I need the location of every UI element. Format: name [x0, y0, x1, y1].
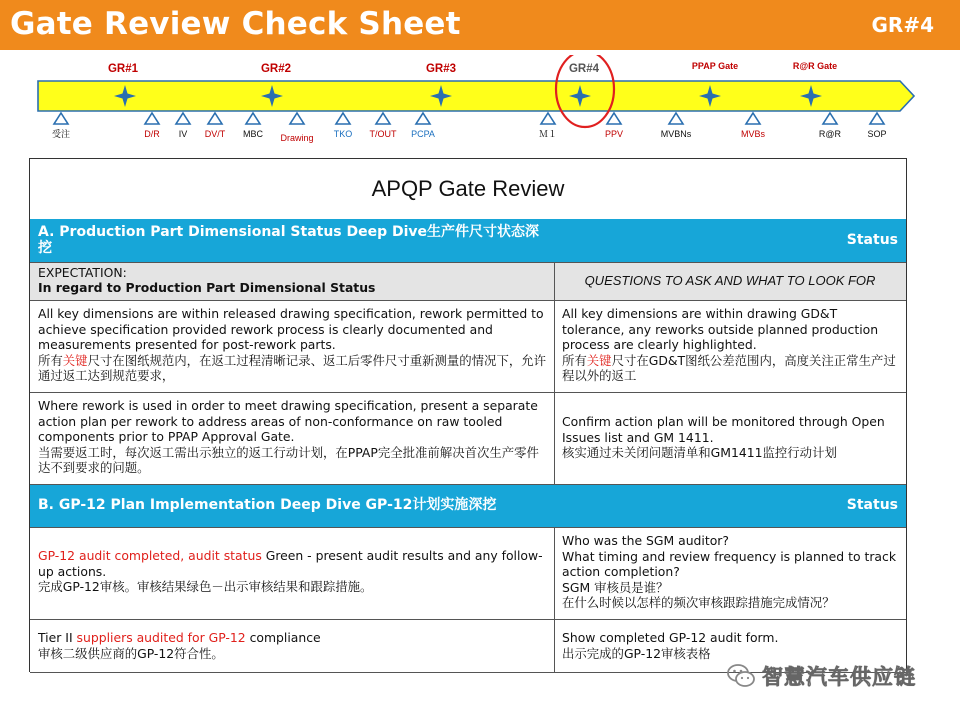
table-row [30, 392, 906, 484]
row-b2-questions-en: Show completed GP-12 audit form. [562, 630, 779, 645]
row-b1-question-2: What timing and review frequency is planned to track action completion? [562, 548, 896, 580]
row-b1-question-1-cn: SGM 审核员是谁？ [562, 579, 669, 595]
row-a2-questions-cn: 核实通过未关闭问题清单和GM1411监控行动计划 [562, 445, 837, 461]
section-b-status-label: Status [846, 496, 898, 513]
gate-code: GR#4 [871, 13, 934, 37]
slide-title: Gate Review Check Sheet [10, 6, 461, 42]
column-divider [554, 527, 555, 673]
table-title: APQP Gate Review [371, 176, 565, 201]
milestone-triangle-icon [336, 113, 350, 124]
section-a-header [30, 219, 906, 262]
questions-header: QUESTIONS TO ASK AND WHAT TO LOOK FOR [554, 262, 906, 300]
expectation-cell [30, 262, 554, 300]
row-a2-expectation [30, 392, 554, 484]
row-a2-questions-en: Confirm action plan will be monitored through Open Issues list and GM 1411. [562, 414, 885, 445]
watermark [726, 661, 916, 691]
row-a1-expectation-en: All key dimensions are within released drawing specification, rework permitted to achieve specification provided rework process is clearly documented and measurements presented for post-rework parts. [38, 306, 544, 353]
gate-label: GR#4 [568, 63, 600, 75]
section-b-header [30, 484, 906, 527]
row-b1-expectation-en: Green - present audit results and any follow-up actions. [38, 548, 543, 579]
gate-label: GR#2 [260, 63, 292, 75]
milestone-label: MVBs [740, 129, 766, 139]
row-b2-questions-cn: 出示完成的GP-12审核表格 [562, 645, 711, 661]
row-b1-question-2-cn: 在什么时候以怎样的频次审核跟踪措施完成情况？ [562, 595, 835, 611]
section-a-heading: A. Production Part Dimensional Status Deep Dive生产件尺寸状态深挖 [38, 223, 540, 256]
divider [30, 262, 906, 263]
row-b2-expectation-key: suppliers audited for GP-12 [76, 630, 246, 645]
section-a-status-label: Status [846, 231, 898, 248]
milestone-label: SOP [867, 129, 887, 139]
column-divider [554, 262, 555, 484]
milestone-label: PPV [604, 129, 624, 139]
milestone-triangle-icon [54, 113, 68, 124]
gate-label: R@R Gate [792, 61, 838, 71]
expectation-subject: In regard to Production Part Dimensional Status [38, 280, 376, 295]
milestone-triangle-icon [208, 113, 222, 124]
divider [30, 484, 906, 485]
section-b-heading: B. GP-12 Plan Implementation Deep Dive GP-12计划实施深挖 [38, 496, 497, 513]
row-a1-expectation-cn-key: 关键 [62, 352, 88, 368]
row-b2-expectation-cn: 审核二级供应商的GP-12符合性。 [38, 645, 224, 661]
milestone-label: PCPA [411, 129, 435, 139]
row-a1-questions-en: All key dimensions are within drawing GD&T tolerance, any reworks outside planned production process are clearly highlighted. [562, 306, 879, 353]
gate-label: GR#3 [425, 63, 457, 75]
milestone-label: D/R [144, 129, 160, 139]
milestone-label: IV [178, 129, 188, 139]
milestone-label: MVBNs [660, 129, 692, 139]
milestone-label: Ｍ１ [538, 129, 558, 139]
milestone-triangle-icon [416, 113, 430, 124]
row-b1-expectation-key: GP-12 audit completed, audit status [38, 548, 262, 563]
milestone-triangle-icon [376, 113, 390, 124]
gate-label: PPAP Gate [691, 61, 739, 71]
apqp-gate-review-table [29, 158, 907, 672]
row-b1-expectation [30, 527, 554, 619]
row-a1-expectation-cn-b: 尺寸在图纸规范内，在返工过程清晰记录、返工后零件尺寸重新测量的情况下，允许通过返工达到规范要求， [38, 352, 547, 384]
milestone-label: T/OUT [369, 129, 397, 139]
row-b1-question-1: Who was the SGM auditor? [562, 533, 729, 548]
row-b1-questions [554, 527, 906, 619]
milestone-triangle-icon [870, 113, 884, 124]
milestone-label: 受注 [51, 129, 71, 139]
row-a1-expectation [30, 300, 554, 392]
row-b2-expectation [30, 619, 554, 673]
divider [30, 392, 906, 393]
table-row [30, 300, 906, 392]
row-a1-questions-cn-b: 尺寸在GD&T图纸公差范围内，高度关注正常生产过程以外的返工 [562, 352, 896, 384]
milestone-label: R@R [818, 129, 842, 139]
row-a1-expectation-cn-a: 所有 [38, 352, 63, 368]
milestone-label: MBC [243, 129, 263, 139]
milestone-triangle-icon [607, 113, 621, 124]
milestone-triangle-icon [823, 113, 837, 124]
divider [30, 527, 906, 528]
row-b2-expectation-a: Tier II [38, 630, 77, 645]
divider [30, 300, 906, 301]
milestone-triangle-icon [746, 113, 760, 124]
row-a2-expectation-cn: 当需要返工时，每次返工需出示独立的返工行动计划，在PPAP完全批准前解决首次生产零件达不到要求的问题。 [38, 444, 539, 476]
expectation-label: EXPECTATION: [38, 265, 127, 280]
row-b1-expectation-cn: 完成GP-12审核。审核结果绿色－出示审核结果和跟踪措施。 [38, 579, 373, 595]
row-a1-questions-cn-a: 所有 [562, 352, 587, 368]
watermark-text: 智慧汽车供应链 [762, 665, 916, 689]
milestone-label: TKO [333, 129, 353, 139]
milestone-label: Drawing [280, 133, 314, 143]
milestone-label: DV/T [204, 129, 226, 139]
table-row [30, 527, 906, 619]
slide-header [0, 0, 960, 50]
gate-label: GR#1 [107, 63, 139, 75]
milestone-triangle-icon [176, 113, 190, 124]
milestone-triangle-icon [541, 113, 555, 124]
milestone-triangle-icon [145, 113, 159, 124]
milestone-triangle-icon [290, 113, 304, 124]
row-a1-questions-cn-key: 关键 [586, 352, 612, 368]
milestone-triangle-icon [669, 113, 683, 124]
row-a2-questions [554, 392, 906, 484]
row-a2-expectation-en: Where rework is used in order to meet drawing specification, present a separate action plan per rework to address areas of non-conformance on raw tooled components prior to PPAP Approval Gate. [38, 398, 538, 445]
divider [30, 619, 906, 620]
wechat-icon [726, 662, 756, 690]
expectation-row [30, 262, 906, 300]
milestone-triangle-icon [246, 113, 260, 124]
row-a1-questions [554, 300, 906, 392]
row-b2-expectation-b: compliance [245, 630, 321, 645]
timeline-bar [38, 81, 914, 111]
gate-timeline [0, 55, 960, 155]
